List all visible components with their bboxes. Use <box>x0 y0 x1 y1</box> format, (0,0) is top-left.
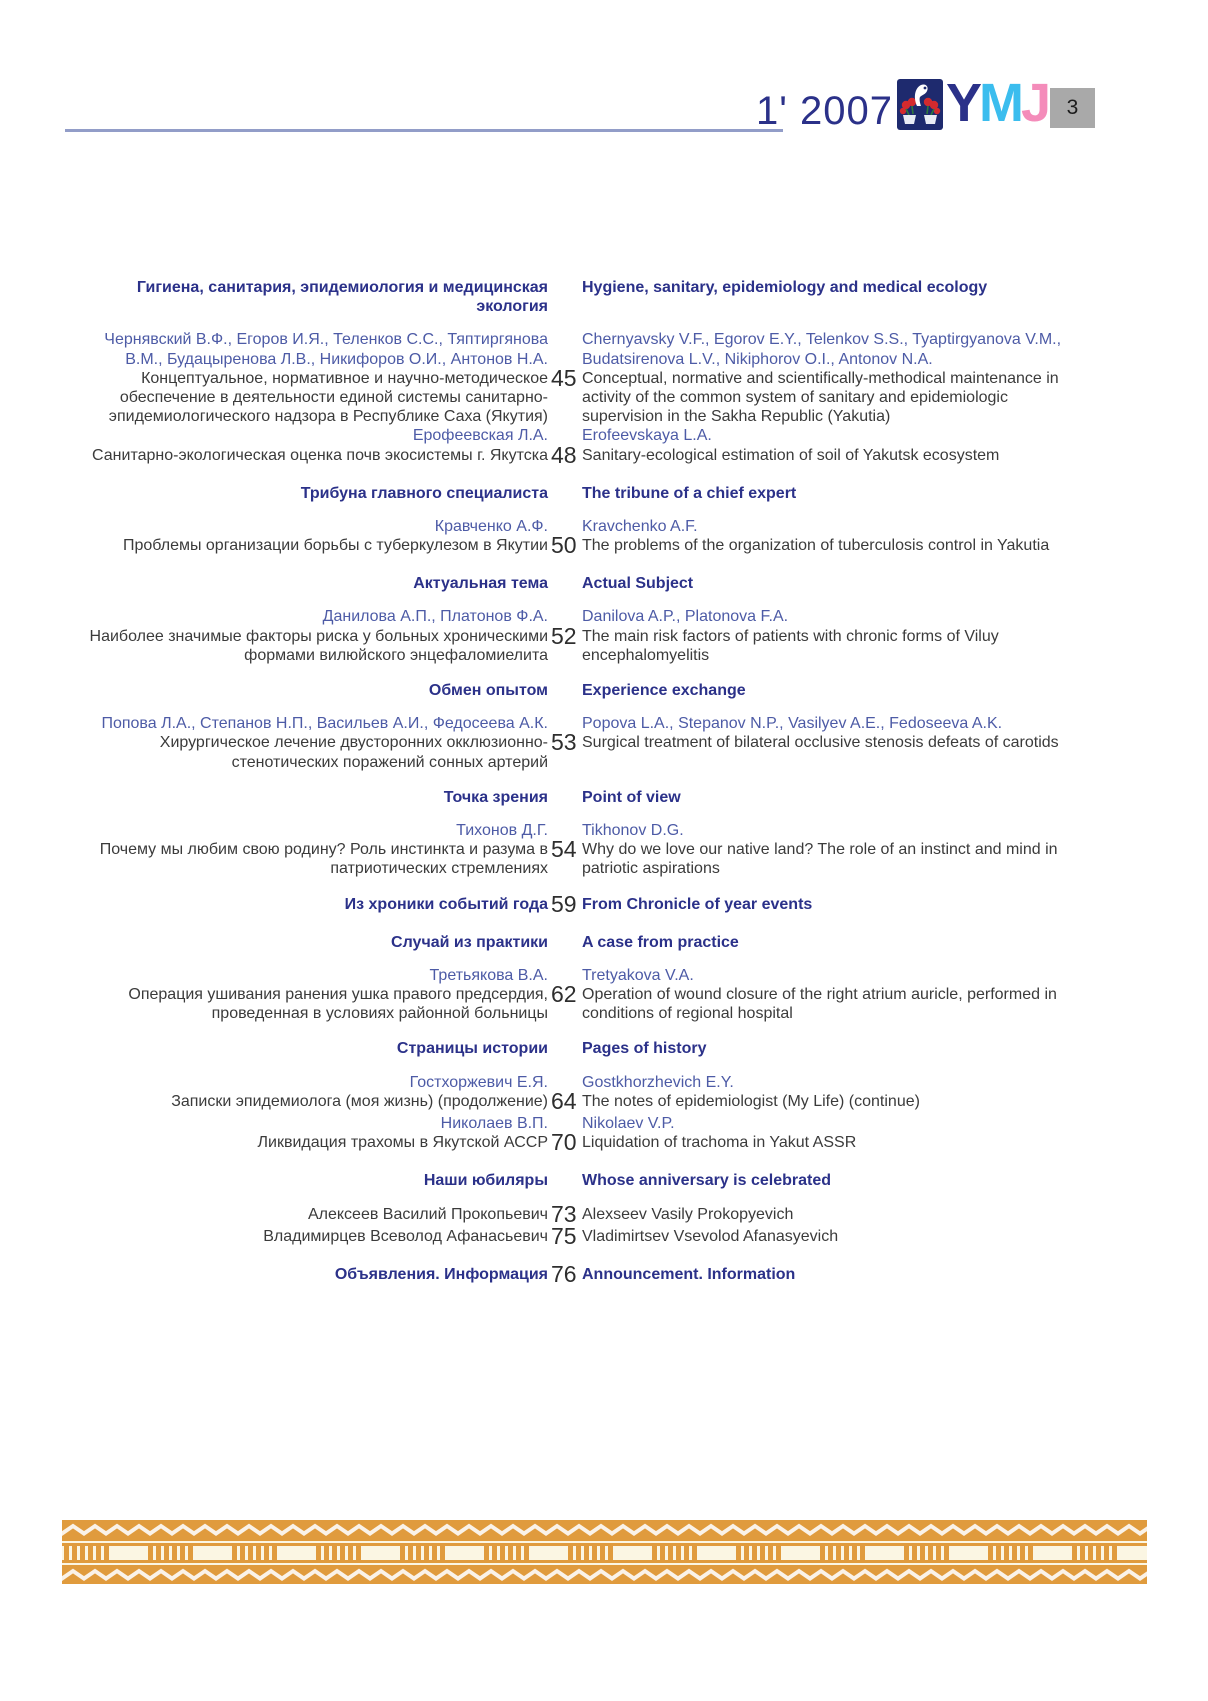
toc-authors-ru: Гостхоржевич Е.Я. <box>409 1073 548 1091</box>
toc-title-ru: Проблемы организации борьбы с туберкулезом в Якутии <box>122 537 548 555</box>
toc-page-gutter <box>548 788 582 807</box>
toc-title-row <box>75 1087 1092 1114</box>
toc-title-ru: Операция ушивания ранения ушка правого предсердия, проведенная в условиях районной больницы <box>128 986 548 1023</box>
toc-heading-row <box>75 278 1092 316</box>
toc-page-gutter <box>548 364 582 391</box>
page-number: 45 <box>551 364 577 391</box>
page-number: 54 <box>551 836 577 863</box>
page-number: 50 <box>551 532 577 559</box>
toc-title-ru: Алексеев Василий Прокопьевич <box>307 1205 548 1223</box>
toc-title-ru: Санитарно-экологическая оценка почв экосистемы г. Якутска <box>92 446 548 464</box>
toc-heading-ru: Наши юбиляры <box>423 1172 548 1190</box>
toc-page-gutter <box>548 1171 582 1190</box>
toc-title-en: Liquidation of trachoma in Yakut ASSR <box>582 1134 857 1152</box>
toc-heading-row <box>75 1171 1092 1190</box>
toc-page-gutter <box>548 681 582 700</box>
toc-heading-ru: Из хроники событий года <box>344 895 548 913</box>
toc-heading-row <box>75 1260 1092 1287</box>
toc-authors-row <box>75 1114 1092 1133</box>
toc-authors-en: Tikhonov D.G. <box>582 821 684 839</box>
toc-authors-ru: Ерофеевская Л.А. <box>412 427 548 445</box>
toc-title-row <box>75 836 1092 878</box>
toc-title-en: The notes of epidemiologist (My Life) (continue) <box>582 1092 920 1110</box>
toc-heading-ru: Гигиена, санитария, эпидемиология и медицинская экология <box>136 279 548 316</box>
toc-heading-ru: Случай из практики <box>391 933 548 951</box>
toc-title-en: Sanitary-ecological estimation of soil of Yakutsk ecosystem <box>582 446 1000 464</box>
toc-page-gutter <box>548 574 582 593</box>
toc-title-row <box>75 441 1092 468</box>
issue-number: 1' 2007 <box>756 89 893 133</box>
toc-heading-en: Hygiene, sanitary, epidemiology and medical ecology <box>582 279 988 296</box>
toc-title-en: The problems of the organization of tuberculosis control in Yakutia <box>582 537 1050 555</box>
toc-heading-ru: Страницы истории <box>396 1040 548 1058</box>
toc-heading-en: Announcement. Information <box>582 1265 796 1283</box>
toc-page-gutter <box>548 1260 582 1287</box>
toc-heading-en: From Chronicle of year events <box>582 895 813 913</box>
toc-heading-en: The tribune of a chief expert <box>582 484 797 502</box>
toc-page-gutter <box>548 330 582 349</box>
page-number: 48 <box>551 441 577 468</box>
toc-title-ru: Ликвидация трахомы в Якутской АССР <box>257 1134 548 1152</box>
toc-title-en: Vladimirtsev Vsevolod Afanasyevich <box>582 1227 839 1245</box>
toc-heading-row <box>75 890 1092 917</box>
toc-page-gutter <box>548 890 582 917</box>
toc-page-gutter <box>548 1222 582 1249</box>
toc-page-gutter <box>548 622 582 649</box>
page-number: 62 <box>551 981 577 1008</box>
toc-authors-ru: Третьякова В.А. <box>429 966 548 984</box>
toc-title-en: Conceptual, normative and scientifically-methodical maintenance in activity of the common system of sanitary and epidemiologic supervision in the Sakha Republic (Yakutia) <box>582 369 1059 426</box>
toc-heading-ru: Объявления. Информация <box>334 1265 548 1283</box>
toc-title-ru: Владимирцев Всеволод Афанасьевич <box>263 1227 548 1245</box>
toc-heading-en: Experience exchange <box>582 682 746 699</box>
toc-authors-ru: Данилова А.П., Платонов Ф.А. <box>322 608 548 626</box>
toc-title-row <box>75 1222 1092 1249</box>
logo-letter-m: M <box>979 73 1022 133</box>
toc-page-gutter <box>548 933 582 952</box>
toc-page-gutter <box>548 981 582 1008</box>
toc-title-en: Operation of wound closure of the right atrium auricle, performed in conditions of regional hospital <box>582 986 1057 1023</box>
yakut-ornament-border <box>62 1520 1147 1584</box>
toc-title-ru: Хирургическое лечение двусторонних окклюзионно-стенотических поражений сонных артерий <box>159 734 548 771</box>
toc-authors-row <box>75 966 1092 985</box>
toc-authors-row <box>75 821 1092 840</box>
toc-authors-en: Gostkhorzhevich E.Y. <box>582 1073 734 1091</box>
toc-heading-row <box>75 484 1092 503</box>
toc-title-row <box>75 1200 1092 1227</box>
toc-page-gutter <box>548 278 582 297</box>
toc-authors-en: Danilova A.P., Platonova F.A. <box>582 608 789 626</box>
toc-authors-en: Kravchenko A.F. <box>582 517 698 535</box>
toc-authors-en: Erofeevskaya L.A. <box>582 427 712 445</box>
toc-title-row <box>75 364 1092 427</box>
toc-title-row <box>75 729 1092 771</box>
toc-page-gutter <box>548 1129 582 1156</box>
page-number-box: 3 <box>1050 88 1095 128</box>
toc-page-gutter <box>548 532 582 559</box>
toc-title-row <box>75 981 1092 1023</box>
toc-authors-en: Popova L.A., Stepanov N.P., Vasilyev A.E., Fedoseeva A.K. <box>582 715 1003 733</box>
toc-authors-en: Nikolaev V.P. <box>582 1115 675 1132</box>
logo-letters <box>946 73 1049 133</box>
page-number: 70 <box>551 1129 577 1156</box>
toc-heading-row <box>75 788 1092 807</box>
toc-title-ru: Концептуальное, нормативное и научно-методическое обеспечение в деятельности единой системы санитарно-эпидемиологического надзора в Республике Саха (Якутия) <box>108 369 548 426</box>
page-number: 53 <box>551 729 577 756</box>
toc-page-gutter <box>548 729 582 756</box>
toc-heading-row <box>75 574 1092 593</box>
toc-title-ru: Наиболее значимые факторы риска у больных хроническими формами вилюйского энцефаломиелита <box>89 627 548 664</box>
toc-title-ru: Записки эпидемиолога (моя жизнь) (продолжение) <box>171 1092 548 1110</box>
toc-heading-row <box>75 933 1092 952</box>
toc-title-ru: Почему мы любим свою родину? Роль инстинкта и разума в патриотических стремлениях <box>99 841 548 878</box>
toc-authors-row <box>75 330 1092 368</box>
page-number: 59 <box>551 890 577 917</box>
toc-page-gutter <box>548 441 582 468</box>
toc-authors-row <box>75 1073 1092 1092</box>
toc-heading-row <box>75 681 1092 700</box>
toc-title-row <box>75 532 1092 559</box>
toc-title-row <box>75 1129 1092 1156</box>
toc-page-gutter <box>548 484 582 503</box>
toc-heading-en: Whose anniversary is celebrated <box>582 1172 831 1190</box>
toc-heading-en: Actual Subject <box>582 575 694 593</box>
toc-authors-row <box>75 607 1092 626</box>
toc-authors-row <box>75 714 1092 733</box>
page-number: 64 <box>551 1087 577 1114</box>
page-number: 52 <box>551 622 577 649</box>
toc-authors-ru: Кравченко А.Ф. <box>434 517 548 535</box>
journal-logo <box>897 73 1049 133</box>
toc-authors-ru: Тихонов Д.Г. <box>456 821 548 839</box>
toc-authors-row <box>75 426 1092 445</box>
toc-heading-en: Pages of history <box>582 1040 707 1058</box>
toc-heading-ru: Точка зрения <box>443 788 548 806</box>
toc-authors-ru: Николаев В.П. <box>440 1115 548 1132</box>
page-number: 73 <box>551 1200 577 1227</box>
toc-heading-en: Point of view <box>582 788 681 806</box>
logo-letter-j: J <box>1021 73 1049 133</box>
toc-heading-en: A case from practice <box>582 933 739 951</box>
logo-letter-y: Y <box>946 73 980 133</box>
toc-heading-row <box>75 1039 1092 1058</box>
toc-page-gutter <box>548 1039 582 1058</box>
toc-title-en: Why do we love our native land? The role of an instinct and mind in patriotic aspirations <box>582 841 1058 878</box>
toc-heading-ru: Актуальная тема <box>413 575 548 593</box>
toc-heading-ru: Трибуна главного специалиста <box>300 484 548 502</box>
toc-title-en: The main risk factors of patients with chronic forms of Viluy encephalomyelitis <box>582 627 999 664</box>
table-of-contents <box>75 278 1092 1301</box>
toc-heading-ru: Обмен опытом <box>428 682 548 699</box>
toc-title-row <box>75 622 1092 665</box>
toc-authors-en: Chernyavsky V.F., Egorov E.Y., Telenkov S.S., Tyaptirgyanova V.M., Budatsirenova L.V., Nikiphorov O.I., Antonov N.A. <box>582 331 1062 368</box>
toc-page-gutter <box>548 836 582 863</box>
crane-and-flowers-emblem-icon <box>897 79 943 130</box>
page-number: 75 <box>551 1222 577 1249</box>
toc-page-gutter <box>548 1087 582 1114</box>
toc-authors-ru: Чернявский В.Ф., Егоров И.Я., Теленков С.С., Тяптиргянова В.М., Будацыренова Л.В., Никифоров О.И., Антонов Н.А. <box>104 331 548 368</box>
toc-authors-en: Tretyakova V.A. <box>582 966 694 984</box>
toc-title-en: Surgical treatment of bilateral occlusive stenosis defeats of carotids <box>582 734 1059 752</box>
toc-authors-ru: Попова Л.А., Степанов Н.П., Васильев А.И., Федосеева А.К. <box>101 715 548 733</box>
page-number: 76 <box>551 1260 577 1287</box>
toc-authors-row <box>75 517 1092 536</box>
toc-title-en: Alexseev Vasily Prokopyevich <box>582 1205 794 1223</box>
